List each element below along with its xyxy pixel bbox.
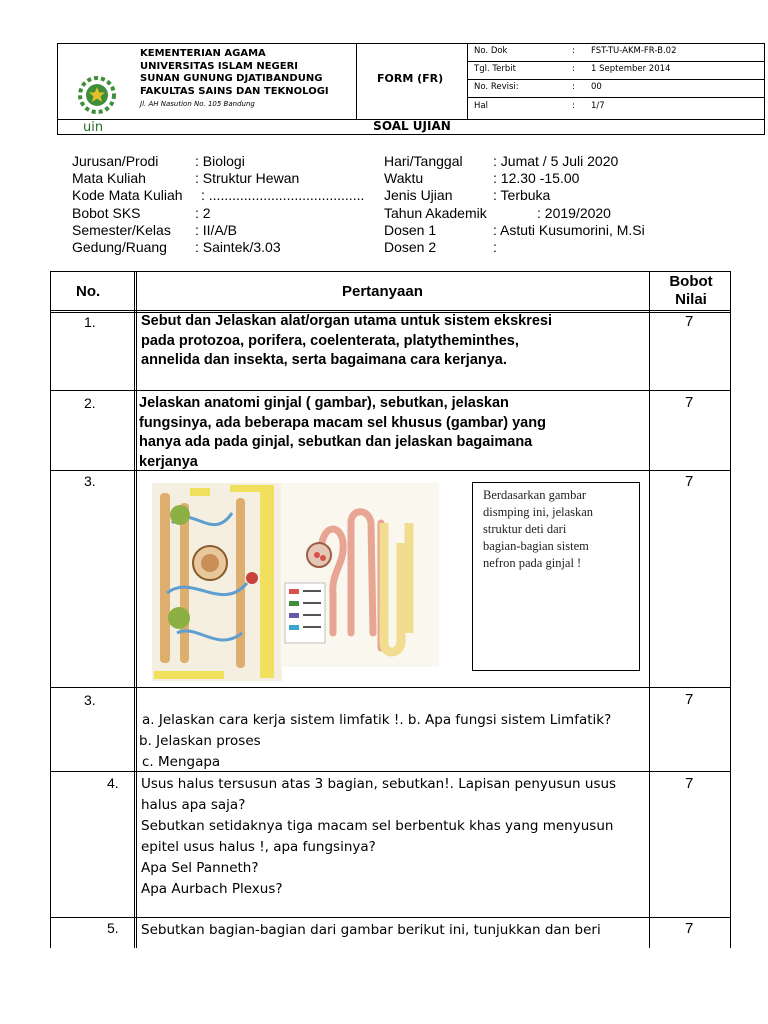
question-line: Apa Sel Panneth? [141, 860, 259, 876]
info-value: : 2 [195, 204, 211, 221]
info-value: : Biologi [195, 153, 245, 169]
meta-value: 00 [591, 82, 602, 92]
question-line: annelida dan insekta, serta bagaimana cara kerjanya. [141, 352, 507, 368]
info-value: : Astuti Kusumorini, M.Si [493, 221, 645, 238]
meta-value: 1 September 2014 [591, 64, 671, 74]
institution-address: Jl. AH Nasution No. 105 Bandung [140, 100, 255, 108]
info-left-values [195, 153, 364, 256]
info-value: : [493, 239, 497, 256]
info-label: Mata Kuliah [72, 170, 146, 187]
kidney-histology-figure [152, 483, 282, 681]
question-line: Sebutkan bagian-bagian dari gambar berikut ini, tunjukkan dan beri [141, 922, 601, 938]
column-header-no: No. [76, 283, 101, 300]
info-right-values [493, 153, 645, 256]
figure-instruction-line: nefron pada ginjal ! [483, 556, 582, 570]
meta-label: Tgl. Terbit [474, 64, 516, 74]
figure-instruction-line: bagian-bagian sistem [483, 539, 589, 553]
institution-line: UNIVERSITAS ISLAM NEGERI [140, 60, 298, 72]
question-weight: 7 [685, 691, 694, 708]
info-label: Waktu [384, 170, 424, 187]
info-value: : Struktur Hewan [195, 170, 300, 187]
info-value: : 2019/2020 [537, 204, 611, 221]
meta-label: No. Dok [474, 46, 508, 56]
info-label: Tahun Akademik [384, 204, 487, 221]
question-line: kerjanya [139, 453, 198, 470]
info-label: Dosen 1 [384, 221, 437, 238]
meta-colon: : [572, 46, 575, 56]
logo-text: uin [83, 120, 104, 134]
info-value: : Saintek/3.03 [195, 239, 281, 256]
info-label: Gedung/Ruang [72, 239, 167, 256]
institution-line: SUNAN GUNUNG DJATIBANDUNG [140, 73, 323, 84]
question-line: epitel usus halus !, apa fungsinya? [141, 839, 376, 855]
question-weight: 7 [685, 775, 694, 792]
institution-block [140, 48, 329, 111]
meta-label: Hal [474, 101, 488, 111]
question-weight: 7 [685, 473, 694, 490]
question-weight: 7 [685, 920, 694, 937]
question-number: 3. [84, 692, 96, 708]
institution-line: KEMENTERIAN AGAMA [140, 48, 266, 59]
info-right-labels [384, 153, 487, 256]
question-line: Apa Aurbach Plexus? [141, 881, 283, 897]
column-header-weight-line1: Bobot [669, 273, 713, 290]
meta-colon: : [572, 101, 575, 111]
question-line: a. Jelaskan cara kerja sistem limfatik !. b. Apa fungsi sistem Limfatik? [142, 712, 612, 728]
question-text [139, 394, 546, 472]
question-number: 2. [84, 395, 96, 411]
question-weight: 7 [685, 394, 694, 411]
question-line: hanya ada pada ginjal, sebutkan dan jelaskan bagaimana [139, 434, 533, 450]
question-number: 3. [84, 473, 96, 489]
question-line: b. Jelaskan proses [139, 733, 261, 749]
question-number: 4. [107, 775, 119, 791]
column-header-question: Pertanyaan [342, 283, 423, 300]
info-value: : ........................................ [201, 187, 365, 204]
question-weight: 7 [685, 313, 694, 330]
figure-instruction-line: Berdasarkan gambar [483, 488, 587, 502]
figure-instruction-line: struktur deti dari [483, 522, 567, 536]
meta-label: No. Revisi: [474, 82, 519, 92]
question-line: Sebutkan setidaknya tiga macam sel berbentuk khas yang menyusun [141, 818, 614, 834]
info-label: Hari/Tanggal [384, 153, 463, 169]
meta-colon: : [572, 82, 575, 92]
form-label: FORM (FR) [377, 72, 444, 85]
question-line: fungsinya, ada beberapa macam sel khusus (gambar) yang [139, 414, 546, 431]
info-label: Jurusan/Prodi [72, 153, 159, 169]
page-title: SOAL UJIAN [373, 119, 451, 133]
question-text [141, 312, 552, 371]
figure-instruction-line: dismping ini, jelaskan [483, 505, 594, 519]
info-label: Semester/Kelas [72, 221, 171, 238]
info-value: : Jumat / 5 Juli 2020 [493, 153, 619, 169]
column-header-weight-line2: Nilai [675, 291, 707, 308]
column-header-weight [651, 273, 731, 309]
info-value: : II/A/B [195, 221, 238, 238]
info-left-labels [72, 153, 183, 256]
figure-instruction-box [472, 482, 640, 671]
info-label: Kode Mata Kuliah [72, 187, 183, 204]
question-line: pada protozoa, porifera, coelenterata, platytheminthes, [141, 332, 519, 349]
question-number: 5. [107, 920, 119, 936]
figure-instruction-text [483, 487, 633, 572]
question-number: 1. [84, 314, 96, 330]
question-line: c. Mengapa [142, 754, 221, 770]
question-line: Jelaskan anatomi ginjal ( gambar), sebutkan, jelaskan [139, 395, 509, 411]
question-line: Usus halus tersusun atas 3 bagian, sebutkan!. Lapisan penyusun usus [141, 776, 617, 792]
nephron-diagram-figure [281, 483, 439, 667]
question-text [141, 774, 616, 900]
meta-value: FST-TU-AKM-FR-B.02 [591, 46, 677, 56]
form-header [57, 43, 765, 135]
info-label: Jenis Ujian [384, 187, 453, 204]
info-label: Bobot SKS [72, 204, 141, 221]
institution-line: FAKULTAS SAINS DAN TEKNOLOGI [140, 85, 329, 97]
info-value: : Terbuka [493, 187, 551, 204]
meta-value: 1/7 [591, 101, 605, 111]
info-label: Dosen 2 [384, 239, 437, 256]
info-value: : 12.30 -15.00 [493, 170, 580, 187]
meta-colon: : [572, 64, 575, 74]
question-line: halus apa saja? [141, 797, 246, 813]
question-line: Sebut dan Jelaskan alat/organ utama untuk sistem ekskresi [141, 313, 552, 329]
